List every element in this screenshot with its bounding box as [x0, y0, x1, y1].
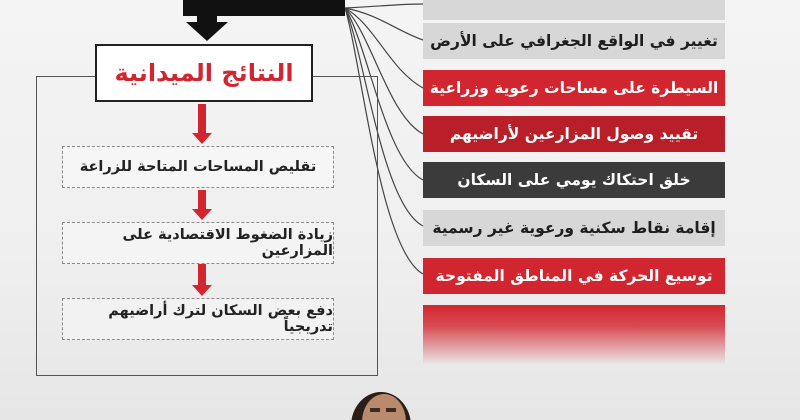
result-box: زيادة الضغوط الاقتصادية على المزارعين [62, 222, 334, 264]
list-item: السيطرة على مساحات رعوية وزراعية [423, 70, 725, 106]
list-item: إقامة نقاط سكنية ورعوية غير رسمية [423, 210, 725, 246]
list-item-partial [423, 0, 725, 20]
top-connector-stem [197, 0, 217, 24]
list-item: خلق احتكاك يومي على السكان [423, 162, 725, 198]
person-photo [346, 378, 416, 420]
list-item: تقييد وصول المزارعين لأراضيهم [423, 116, 725, 152]
list-item: تغيير في الواقع الجغرافي على الأرض [423, 23, 725, 59]
down-arrow-icon [192, 264, 212, 298]
fading-bar [423, 305, 725, 365]
connector-line [345, 4, 423, 8]
result-box: دفع بعض السكان لترك أراضيهم تدريجياً [62, 298, 334, 340]
result-box: تقليص المساحات المتاحة للزراعة [62, 146, 334, 188]
panel-title: النتائج الميدانية [95, 44, 313, 102]
list-item: توسيع الحركة في المناطق المفتوحة [423, 258, 725, 294]
down-arrow-icon [192, 104, 212, 146]
down-arrow-icon [192, 190, 212, 222]
down-arrow-icon [186, 22, 228, 41]
